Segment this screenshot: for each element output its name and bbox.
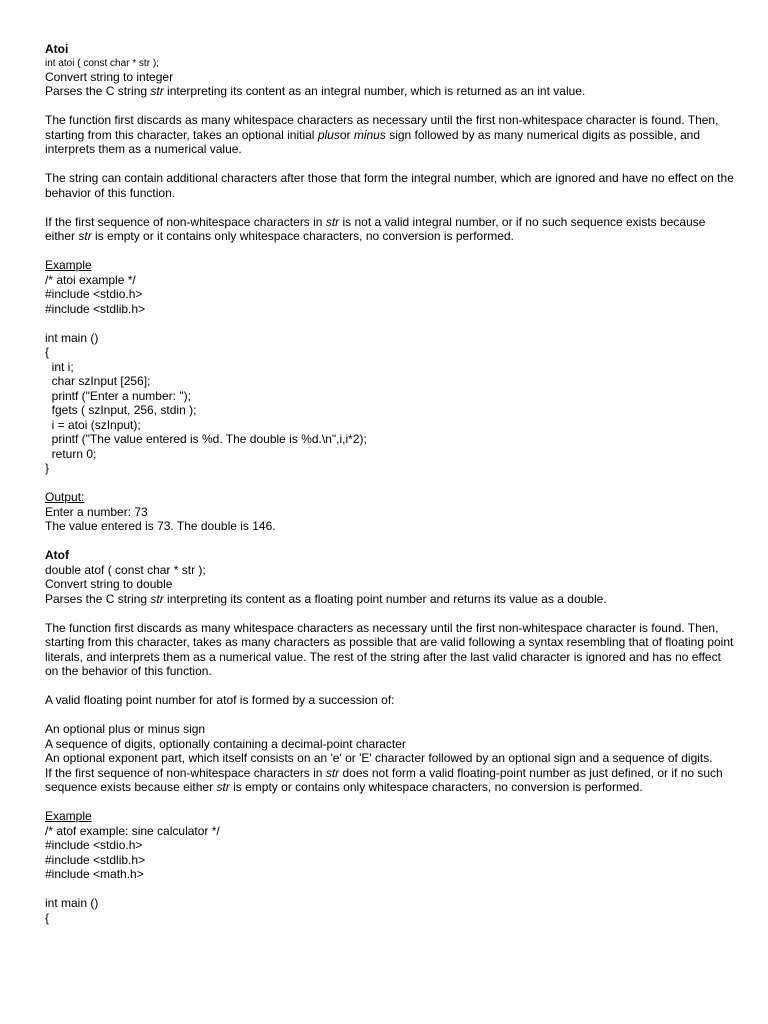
atoi-intro [45, 84, 735, 99]
code-line: { [45, 345, 50, 359]
list-item: An optional exponent part, which itself consists on an 'e' or 'E' character followed by an optional sign and a sequence of digits. [45, 751, 713, 765]
atof-signature: double atof ( const char * str ); [45, 562, 206, 577]
list-item: An optional plus or minus sign [45, 722, 206, 736]
code-line: /* atoi example */ [45, 272, 136, 287]
code-line: int main () [45, 896, 99, 910]
code-line: char szInput [256]; [45, 374, 151, 388]
atof-p3-text-c: is empty or contains only whitespace characters, no conversion is performed. [229, 780, 643, 794]
code-line: { [45, 910, 50, 925]
atoi-intro-text-b: interpreting its content as an integral number, which is returned as an int value. [163, 84, 586, 98]
atoi-p3-text-c: is empty or it contains only whitespace characters, no conversion is performed. [91, 229, 514, 243]
atoi-example-label: Example [45, 258, 92, 272]
atoi-paragraph-1 [45, 113, 735, 157]
code-line [45, 882, 735, 897]
code-line: fgets ( szInput, 256, stdin ); [45, 403, 197, 417]
atoi-paragraph-2: The string can contain additional characters after those that form the integral number, which are ignored and have no effect on the behavior of this function. [45, 171, 734, 200]
code-line: #include <stdlib.h> [45, 301, 146, 316]
document-page [45, 42, 735, 925]
code-line: int i; [45, 359, 74, 374]
atoi-p3-text-a: If the first sequence of non-whitespace characters in [45, 214, 326, 229]
atoi-p1-text-c: sign followed by as many numerical digits as possible, and interprets them as a numerical value. [45, 127, 701, 156]
atoi-output-line: Enter a number: 73 [45, 504, 148, 519]
code-line: #include <stdio.h> [45, 838, 143, 852]
atoi-p1-text-b: or [339, 127, 354, 142]
atof-paragraph-2: A valid floating point number for atof is formed by a succession of: [45, 693, 395, 707]
code-line: int main () [45, 330, 99, 345]
code-line: /* atof example: sine calculator */ [45, 823, 220, 838]
atoi-signature: int atoi ( const char * str ); [45, 57, 159, 69]
atoi-p3-em-str-1: str [325, 214, 340, 229]
atoi-output-label: Output: [45, 490, 85, 504]
atof-p3-em-str-2: str [216, 780, 230, 794]
atof-intro-text-a: Parses the C string [45, 591, 151, 606]
code-line: #include <stdlib.h> [45, 852, 146, 867]
code-line: printf ("Enter a number: "); [45, 388, 191, 403]
atof-intro-text-b: interpreting its content as a floating point number and returns its value as a double. [163, 591, 607, 606]
code-line [45, 316, 735, 331]
atof-example-label: Example [45, 809, 92, 823]
atof-code-block [45, 824, 735, 926]
atoi-summary: Convert string to integer [45, 69, 174, 84]
atof-paragraph-1: The function first discards as many whitespace characters as necessary until the first non-whitespace character is found. Then, starting from this character, takes as many characters as possible that are valid following a syntax resembling that of floating point literals, and interprets them as a numerical value. The rest of the string after the last valid character is ignored and has no effect on the behavior of this function. [45, 620, 734, 678]
code-line: return 0; [45, 446, 97, 461]
atof-paragraph-3 [45, 766, 735, 795]
atof-intro [45, 592, 735, 607]
atof-p3-em-str-1: str [325, 765, 340, 780]
list-item: A sequence of digits, optionally containing a decimal-point character [45, 736, 406, 751]
atoi-p1-em-minus: minus [353, 127, 386, 142]
code-line: printf ("The value entered is %d. The double is %d.\n",i,i*2); [45, 432, 367, 446]
code-line: #include <math.h> [45, 867, 144, 881]
code-line: } [45, 461, 50, 475]
atoi-intro-em: str [150, 84, 164, 98]
atof-p3-text-a: If the first sequence of non-whitespace characters in [45, 765, 326, 780]
code-line: #include <stdio.h> [45, 287, 143, 301]
atoi-p1-em-plus: plus [317, 127, 340, 142]
atoi-p3-em-str-2: str [78, 229, 92, 243]
atoi-p1-text-a: The function first discards as many whitespace characters as necessary until the first non-whitespace character is found. Then, starting from this character, takes an optional initial [45, 113, 719, 142]
atof-title: Atof [45, 548, 69, 562]
atof-p3-text-b: does not form a valid floating-point number as just defined, or if no such sequence exists because either [45, 765, 723, 794]
atoi-title: Atoi [45, 42, 69, 56]
atof-summary: Convert string to double [45, 577, 173, 591]
atoi-intro-text-a: Parses the C string [45, 84, 151, 98]
atof-intro-em: str [150, 591, 164, 606]
code-line: i = atoi (szInput); [45, 417, 141, 432]
atoi-paragraph-3 [45, 215, 735, 244]
atoi-p3-text-b: is not a valid integral number, or if no such sequence exists because either [45, 214, 706, 243]
atoi-output-line: The value entered is 73. The double is 146. [45, 519, 276, 533]
atoi-code-block [45, 273, 735, 476]
